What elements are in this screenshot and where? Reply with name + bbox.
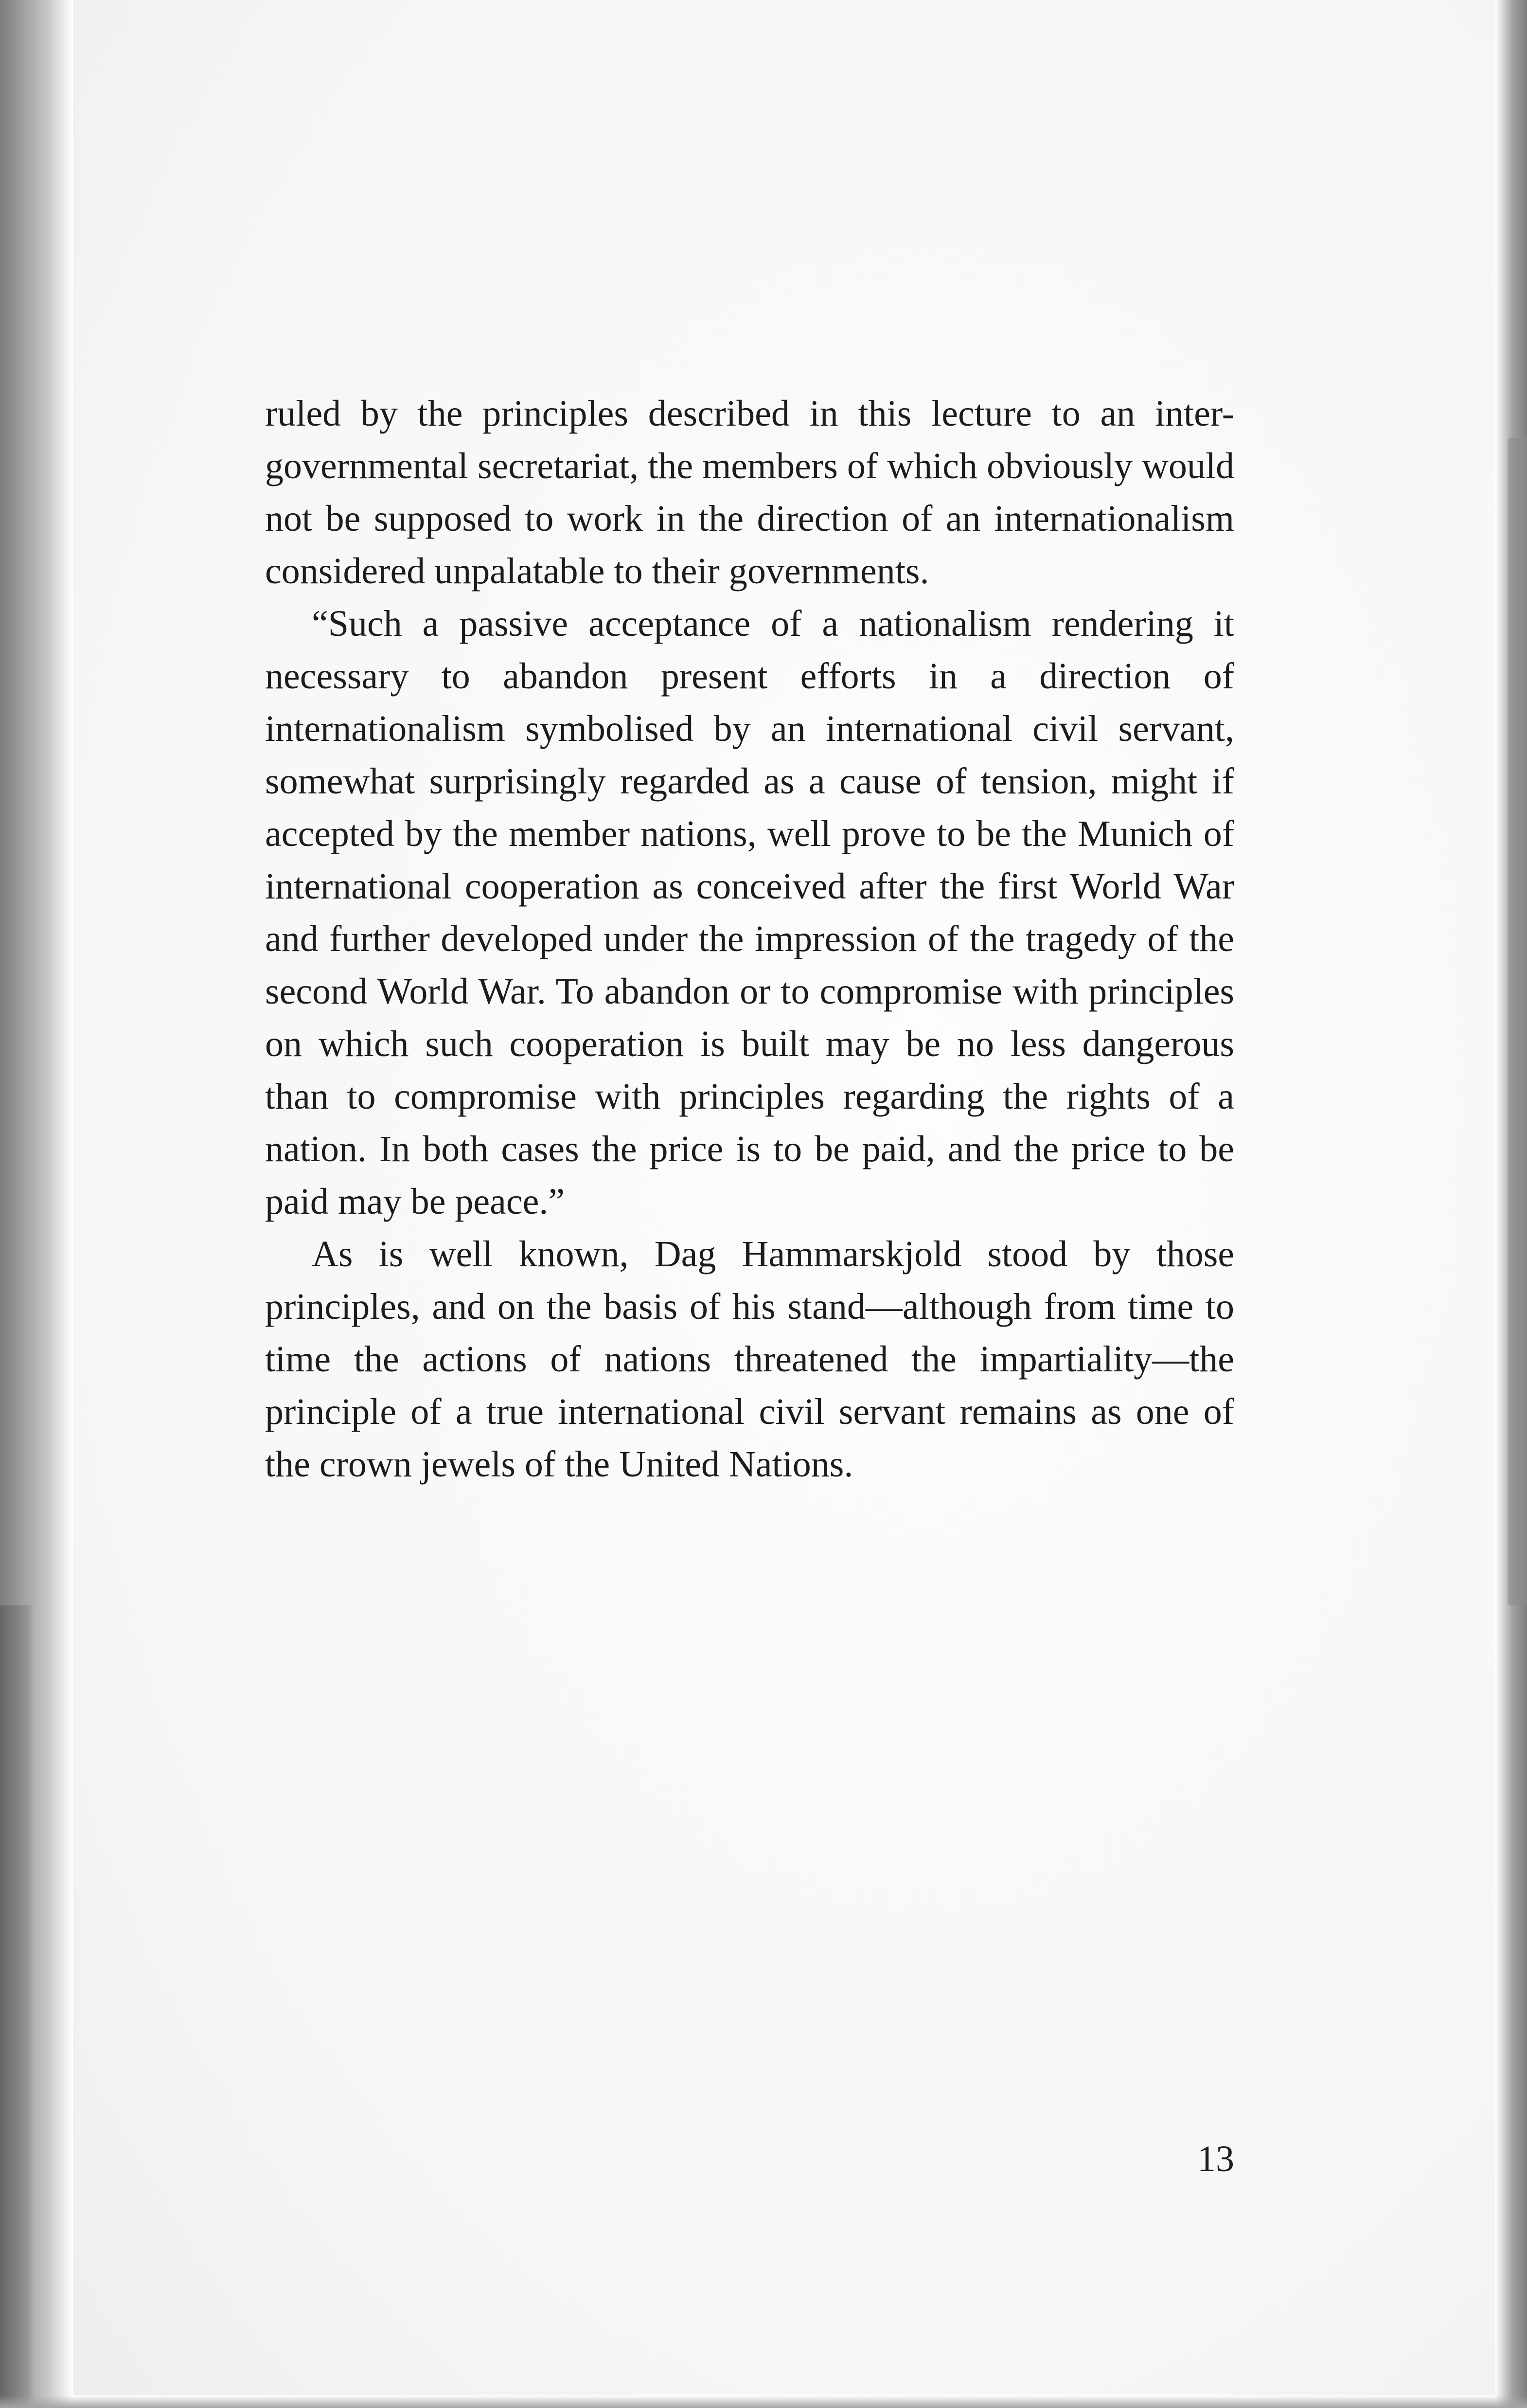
body-text <box>265 387 1234 1491</box>
paragraph-2-quotation: “Such a passive acceptance of a nationalism rendering it necessary to abandon present efforts in a direction of internationalism symbolised by an international civil servant, somewhat surprisingly regarded as a cause of tension, might if accepted by the member nations, well prove to be the Munich of international cooperation as conceived after the first World War and further developed under the impression of the tragedy of the second World War. To abandon or to compromise with principles on which such cooperation is built may be no less dangerous than to compromise with principles regarding the rights of a nation. In both cases the price is to be paid, and the price to be paid may be peace.” <box>265 603 1234 1222</box>
page-number: 13 <box>1197 2138 1234 2179</box>
paragraph-3: As is well known, Dag Hammarskjold stood by those principles, and on the basis of his stand—although from time to time the actions of nations threatened the impartiality—the principle of a true international civil servant remains as one of the crown jewels of the United Nations. <box>265 1234 1234 1485</box>
paragraph-1: ruled by the principles described in this lecture to an inter-governmental secretariat, the members of which obviously would not be supposed to work in the direction of an internationalism considered unpalatable to their governments. <box>265 393 1234 592</box>
scan-shadow-left-lower <box>0 1605 34 2408</box>
scan-band-right <box>1508 438 1527 1605</box>
scan-shadow-bottom <box>0 2395 1527 2408</box>
